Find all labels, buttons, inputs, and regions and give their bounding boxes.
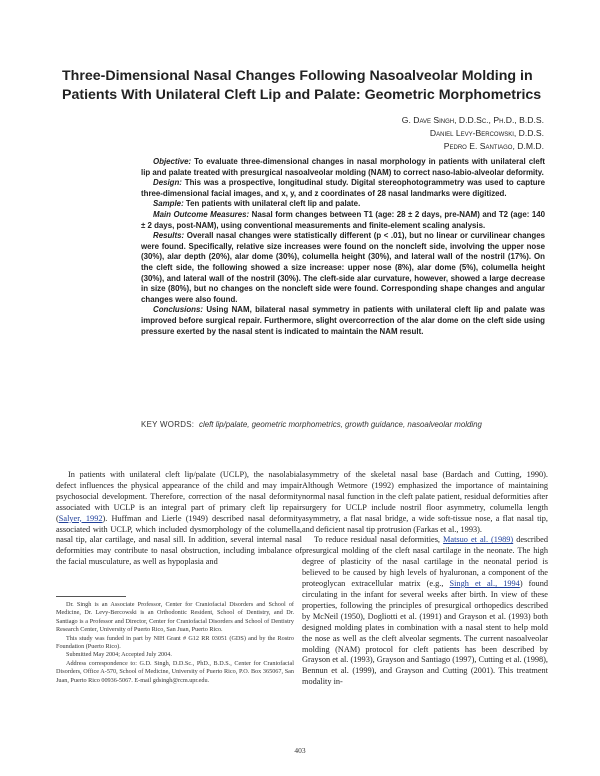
author-1: G. Dave Singh, D.D.Sc., Ph.D., B.D.S. [401, 115, 544, 125]
conclusions-label: Conclusions: [153, 305, 203, 315]
body-column-right [302, 470, 548, 688]
body-text: ) found circulating in the infant for several weeks after birth. In view of these properties, following the principles of presurgical orthopedics described by McNeil (1950), Dogliotti et al. (1991) and Grayson et al. (1993) both designed molding plates in combination with a nasal stent to help mold the nose as well as the cleft alveolar segments. The current nasoalveolar molding (NAM) protocol for cleft patients has been described by Grayson et al. (1993), Grayson and Santiago (1997), Cutting et al. (1998), Bennun et al. (1999), and Grayson and Cutting (2001). This treatment modality in- [302, 579, 548, 687]
objective-text: To evaluate three-dimensional changes in nasal morphology in patients with unilateral cleft lip and palate treated with presurgical nasoalveolar molding (NAM) to correct naso-labio-alveolar deformity. [141, 157, 545, 177]
abstract-sample [141, 199, 545, 210]
article-title: Three-Dimensional Nasal Changes Following Nasoalveolar Molding in Patients With Unilateral Cleft Lip and Palate: Geometric Morphometrics [62, 68, 542, 103]
footnotes [56, 601, 294, 685]
objective-label: Objective: [153, 157, 192, 166]
author-list [402, 114, 544, 153]
footnote-funding: This study was funded in part by NIH Grant # G12 RR 03051 (GDS) and by the Rostro Foundation (Puerto Rico). [56, 634, 294, 651]
citation-link-singh[interactable]: Singh et al., 1994 [449, 579, 520, 589]
page-number: 403 [294, 746, 306, 755]
author-2: Daniel Levy-Bercowski, D.D.S. [429, 128, 544, 138]
body-text: In patients with unilateral cleft lip/palate (UCLP), the nasolabial defect influences the physical appearance of the child and may impair psychosocial development. Therefore, correction of the nasal deformity associated with UCLP is an integral part of primary cleft lip repair ( [56, 470, 302, 523]
results-text: Overall nasal changes were statistically different (p < .01), but no linear or curvilinear changes were found. Specifically, relative size increases were found on the noncleft side, involving the upper nose (30%), alar depth (20%), alar dome (30%), columella height (30%), and lateral wall of the nostril (17%). On the cleft side, the following showed a size increase: upper nose (8%), alar dome (5%), columella height (30%), and lateral wall of the nostril (30%). The cleft-side alar curvature, however, showed a large decrease in size (80%), but no changes on the noncleft side were found. Corresponding shape changes and angular changes were also found. [141, 231, 545, 304]
body-column-left [56, 470, 302, 568]
body-text: To reduce residual nasal deformities, [314, 535, 444, 545]
results-label: Results: [153, 231, 185, 241]
footnote-dates: Submitted May 2004; Accepted July 2004. [66, 651, 172, 659]
design-text: This was a prospective, longitudinal study. Digital stereophotogrammetry was used to capture three-dimensional facial images, and x, y, and z coordinates of 28 nasal landmarks were digitized. [141, 178, 545, 198]
footnote-affiliations: Dr. Singh is an Associate Professor, Center for Craniofacial Disorders and School of Medicine, Dr. Levy-Bercowski is an Orthodontic Resident, School of Dentistry, and Dr. Santiago is a Professor and Director, Center for Craniofacial Disorders and School of Dentistry Research Center, University of Puerto Rico, San Juan, Puerto Rico. [56, 601, 294, 634]
body-text: described presurgical molding of the cleft nasal cartilage in the neonate. The high degree of plasticity of the nasal cartilage in the neonatal period is believed to be caused by high levels of hyaluronan, a component of the proteoglycan extracellular matrix (e.g., [302, 535, 548, 589]
keywords-value: cleft lip/palate, geometric morphometrics, growth guidance, nasoalveolar molding [199, 420, 482, 429]
keywords-label: KEY WORDS: [141, 420, 195, 429]
abstract-conclusions [141, 305, 545, 337]
abstract-measures [141, 210, 545, 231]
sample-label: Sample: [153, 199, 184, 209]
author-3: Pedro E. Santiago, D.M.D. [443, 141, 544, 151]
abstract-objective [141, 157, 545, 178]
footnote-correspondence: Address correspondence to: G.D. Singh, D.D.Sc., PhD., B.D.S., Center for Craniofacial Disorders, Office A-570, School of Medicine, University of Puerto Rico, P.O. Box 365067, San Juan, Puerto Rico 00936-5067. E-mail gdsingh@rcm.upr.edu. [56, 659, 294, 684]
body-paragraph: asymmetry of the skeletal nasal base (Bardach and Cutting, 1990). Although Wetmore (1992) emphasized the importance of maintaining normal nasal function in the cleft palate patient, residual deformities after surgery for UCLP include nostril floor asymmetry, columella length asymmetry, a flat nasal bridge, a wide soft-tissue nose, a flat nasal tip, and deficient nasal tip protrusion (Farkas et al., 1993). [302, 470, 548, 534]
abstract [141, 157, 545, 337]
citation-link-matsuo[interactable]: Matsuo et al. (1989) [443, 535, 514, 545]
abstract-design [141, 178, 545, 199]
footnote-divider [56, 596, 126, 597]
keywords [141, 420, 545, 431]
design-label: Design: [153, 178, 182, 188]
body-paragraph [56, 470, 302, 568]
conclusions-text: Using NAM, bilateral nasal symmetry in patients with unilateral cleft lip and palate was improved before surgical repair. Furthermore, slight overcorrection of the alar dome on the cleft side using pressure exerted by the nasal stent is indicated to maintain the NAM result. [141, 305, 545, 336]
body-paragraph [302, 535, 548, 688]
body-text: ). Huffman and Lierle (1949) described nasal deformity associated with UCLP, which included dysmorphology of the columella, nasal tip, alar cartilage, and nasal sill. In addition, several internal nasal deformities may contribute to nasal obstruction, including imbalance of the facial musculature, as well as hypoplasia and [56, 513, 302, 567]
citation-link-salyer[interactable]: Salyer, 1992 [58, 513, 103, 523]
sample-text: Ten patients with unilateral cleft lip and palate. [185, 199, 361, 209]
measures-text: Nasal form changes between T1 (age: 28 ± 2 days, pre-NAM) and T2 (age: 140 ± 2 days, post-NAM), using conventional measurements and finite-element scaling analysis. [141, 209, 546, 230]
abstract-results [141, 231, 545, 305]
measures-label: Main Outcome Measures: [153, 209, 250, 219]
